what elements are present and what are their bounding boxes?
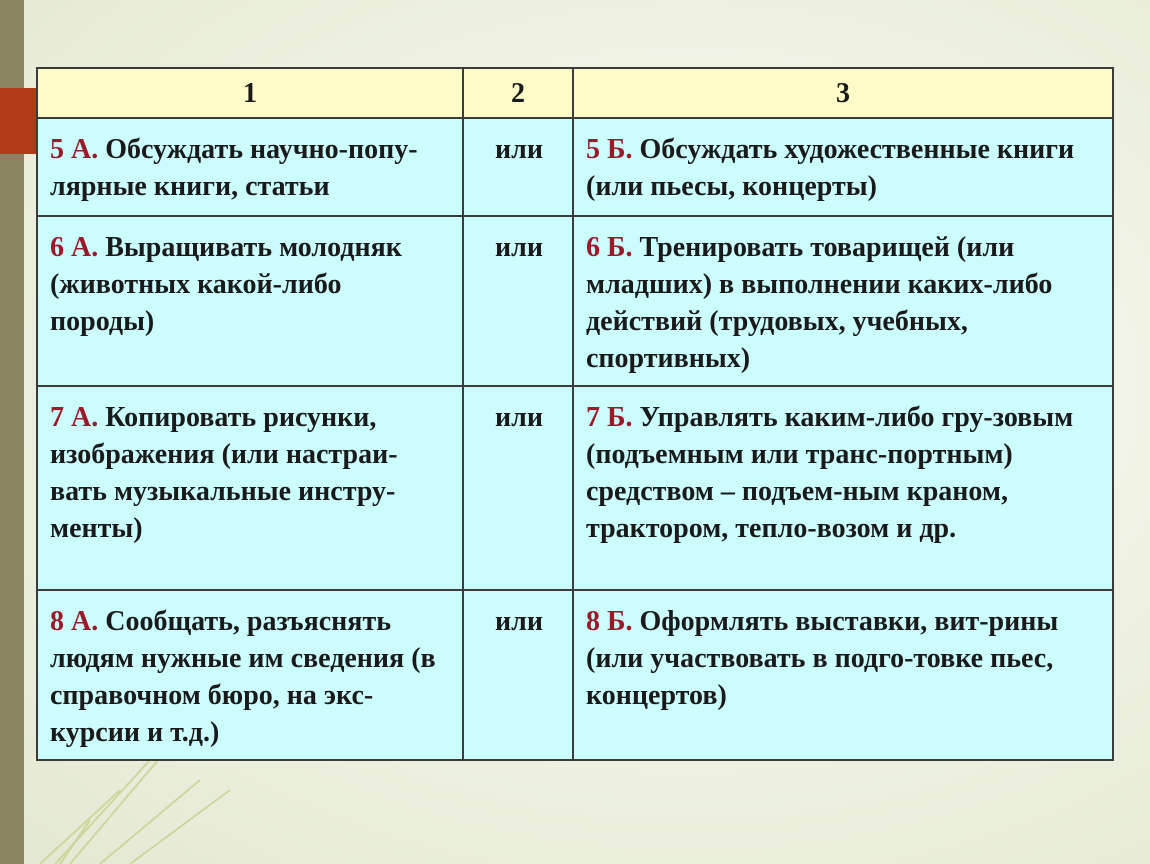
option-a-cell [37,216,463,386]
option-b-code: 5 Б. [586,134,633,165]
table-row [37,216,1113,386]
option-b-text: Тренировать товарищей (или младших) в выполнении каких-либо действий (трудовых, учебных, спортивных) [586,232,1053,374]
comparison-table [36,67,1114,761]
option-b-cell [573,216,1113,386]
option-a-text: Копировать рисунки, изображения (или настраи-вать музыкальные инстру-менты) [50,402,398,544]
option-b-text: Обсуждать художественные книги (или пьесы, концерты) [586,134,1075,202]
connector-cell: или [463,386,573,590]
option-a-code: 6 А. [50,232,99,263]
slide-accent-block [0,88,38,154]
option-b-cell [573,590,1113,760]
option-b-text: Оформлять выставки, вит-рины (или участвовать в подго-товке пьес, концертов) [586,606,1059,711]
table-row [37,386,1113,590]
option-a-cell [37,386,463,590]
option-a-text: Обсуждать научно-попу-лярные книги, статьи [50,134,418,202]
header-row [37,68,1113,118]
connector-cell: или [463,118,573,216]
option-a-code: 8 А. [50,606,99,637]
header-col-3: 3 [573,68,1113,118]
option-b-cell [573,118,1113,216]
option-b-code: 6 Б. [586,232,633,263]
table-row [37,118,1113,216]
option-a-cell [37,118,463,216]
connector-cell: или [463,590,573,760]
option-b-code: 8 Б. [586,606,633,637]
option-a-code: 7 А. [50,402,99,433]
option-a-cell [37,590,463,760]
option-b-code: 7 Б. [586,402,633,433]
option-b-text: Управлять каким-либо гру-зовым (подъемным или транс-портным) средством – подъем-ным краном, трактором, тепло-возом и др. [586,402,1074,544]
option-a-text: Выращивать молодняк (животных какой-либо породы) [50,232,402,337]
table-row [37,590,1113,760]
option-b-cell [573,386,1113,590]
header-col-1: 1 [37,68,463,118]
connector-cell: или [463,216,573,386]
option-a-text: Сообщать, разъяснять людям нужные им сведения (в справочном бюро, на экс-курсии и т.д.) [50,606,436,748]
option-a-code: 5 А. [50,134,99,165]
header-col-2: 2 [463,68,573,118]
